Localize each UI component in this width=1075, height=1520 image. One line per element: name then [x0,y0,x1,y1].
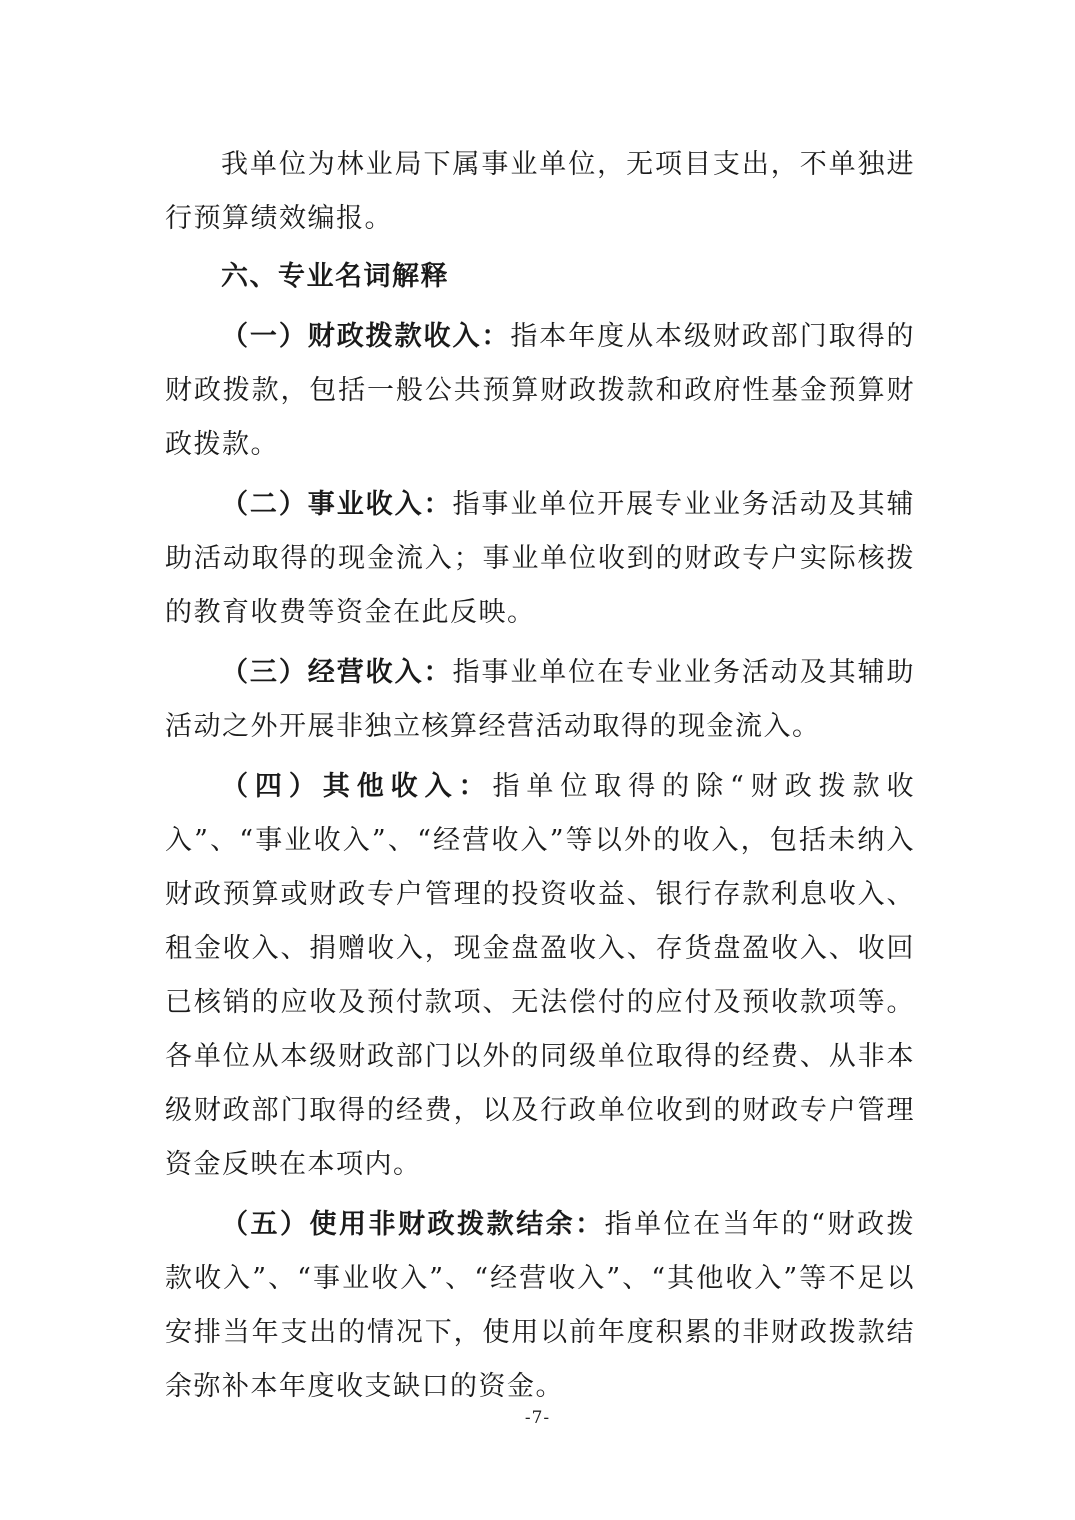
document-body [165,138,915,1414]
definition-term: （一）财政拨款收入： [221,321,511,352]
definition-term: （二）事业收入： [221,489,453,520]
section-heading: 六、专业名词解释 [221,261,449,292]
definition-text: 指单位取得的除“财政拨款收入”、“事业收入”、“经营收入”等以外的收入，包括未纳入财政预算或财政专户管理的投资收益、银行存款利息收入、租金收入、捐赠收入，现金盘盈收入、存货盘盈收入、收回已核销的应收及预付款项、无法偿付的应付及预收款项等。各单位从本级财政部门以外的同级单位取得的经费、从非本级财政部门取得的经费，以及行政单位收到的财政专户管理资金反映在本项内。 [165,771,915,1180]
definition-text: 指事业单位在专业业务活动及其辅助活动之外开展非独立核算经营活动取得的现金流入。 [165,657,916,742]
definition-paragraph-4 [165,760,915,1192]
definition-paragraph-1 [165,310,915,472]
definition-paragraph-5 [165,1198,915,1414]
definition-term: （四）其他收入： [221,771,493,802]
definition-text: 指事业单位开展专业业务活动及其辅助活动取得的现金流入；事业单位收到的财政专户实际核拨的教育收费等资金在此反映。 [165,489,916,628]
page-number: -7- [524,1408,551,1428]
definition-paragraph-2 [165,478,915,640]
definition-text: 指单位在当年的“财政拨款收入”、“事业收入”、“经营收入”、“其他收入”等不足以安排当年支出的情况下，使用以前年度积累的非财政拨款结余弥补本年度收支缺口的资金。 [165,1209,915,1402]
definition-paragraph-3 [165,646,915,754]
intro-paragraph: 我单位为林业局下属事业单位，无项目支出，不单独进行预算绩效编报。 [165,149,915,234]
definition-term: （三）经营收入： [221,657,453,688]
definition-text: 指本年度从本级财政部门取得的财政拨款，包括一般公共预算财政拨款和政府性基金预算财政拨款。 [165,321,916,460]
definition-term: （五）使用非财政拨款结余： [221,1209,605,1240]
